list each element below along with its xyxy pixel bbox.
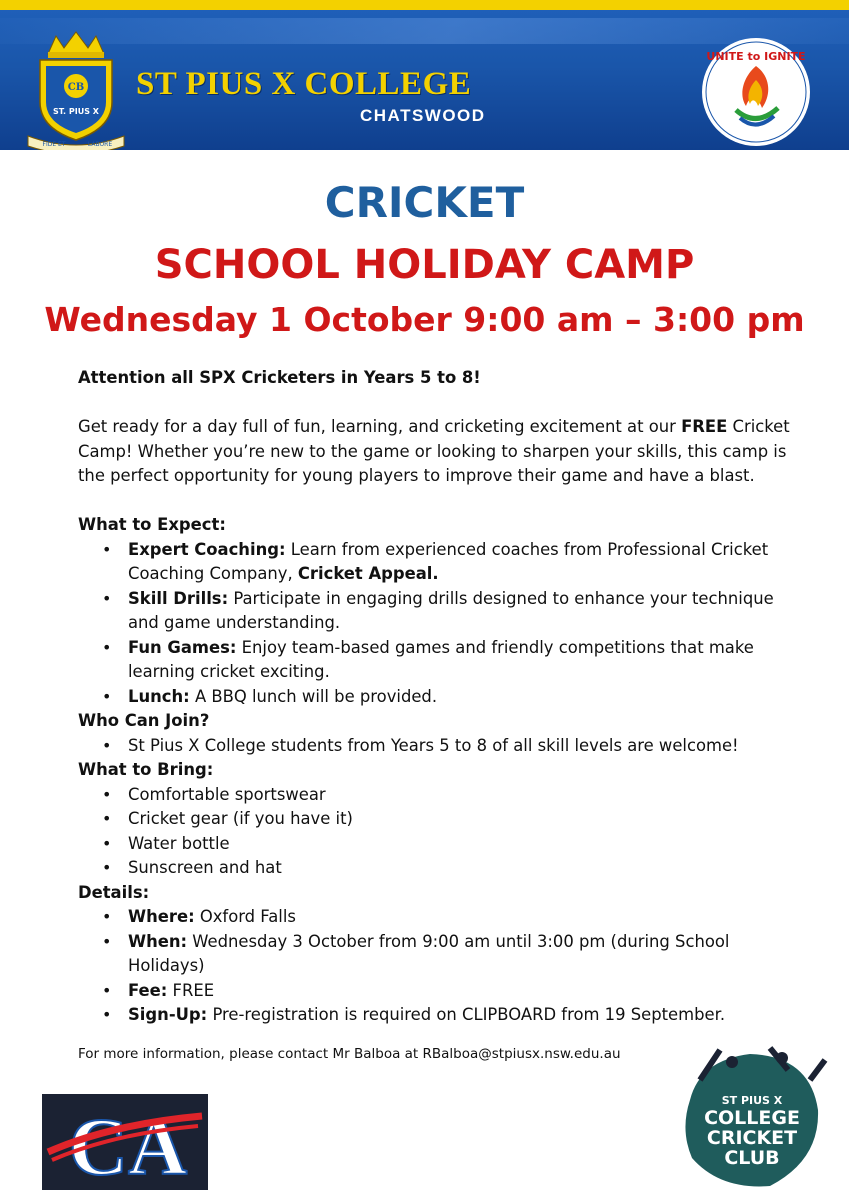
- header-banner: [0, 0, 849, 150]
- list-item: • Where: Oxford Falls: [78, 905, 798, 930]
- bring-list: [78, 783, 798, 881]
- intro-text-start: Get ready for a day full of fun, learning, and cricketing excitement at our: [78, 417, 682, 436]
- list-item: • Lunch: A BBQ lunch will be provided.: [78, 685, 798, 710]
- flyer-body: [78, 366, 798, 1028]
- svg-text:ST. PIUS X: ST. PIUS X: [53, 107, 99, 116]
- svg-text:CA: CA: [68, 1101, 188, 1190]
- bring-heading: What to Bring:: [78, 760, 214, 779]
- title-date-time: Wednesday 1 October 9:00 am – 3:00 pm: [44, 300, 805, 339]
- list-item: • Sunscreen and hat: [78, 856, 798, 881]
- expect-list: [78, 538, 798, 710]
- svg-text:CB: CB: [67, 82, 85, 93]
- college-crest-logo: [26, 28, 126, 150]
- details-list: [78, 905, 798, 1028]
- cricket-appeal-logo: [42, 1094, 208, 1190]
- title-cricket: CRICKET: [324, 178, 525, 227]
- join-list: [78, 734, 798, 759]
- svg-text:LABORE: LABORE: [87, 141, 113, 148]
- list-item: • Expert Coaching: Learn from experienced coaches from Professional Cricket Coaching Company, Cricket Appeal.: [78, 538, 798, 587]
- unite-to-ignite-logo: [700, 36, 812, 148]
- list-item: • Sign-Up: Pre-registration is required on CLIPBOARD from 19 September.: [78, 1003, 798, 1028]
- list-item: • Comfortable sportswear: [78, 783, 798, 808]
- college-name: ST PIUS X COLLEGE: [136, 66, 472, 102]
- contact-line: For more information, please contact Mr Balboa at RBalboa@stpiusx.nsw.edu.au: [78, 1046, 621, 1062]
- expect-heading: What to Expect:: [78, 515, 226, 534]
- list-item: • St Pius X College students from Years 5 to 8 of all skill levels are welcome!: [78, 734, 798, 759]
- join-heading: Who Can Join?: [78, 711, 210, 730]
- svg-text:COLLEGE: COLLEGE: [704, 1107, 800, 1129]
- list-item: • Water bottle: [78, 832, 798, 857]
- svg-text:CRICKET: CRICKET: [706, 1127, 798, 1149]
- svg-text:UNITE to IGNITE: UNITE to IGNITE: [706, 50, 806, 63]
- college-cricket-club-logo: [670, 1040, 830, 1196]
- list-item: • Fun Games: Enjoy team-based games and friendly competitions that make learning cricket exciting.: [78, 636, 798, 685]
- attention-line: Attention all SPX Cricketers in Years 5 to 8!: [78, 368, 481, 387]
- list-item: • Skill Drills: Participate in engaging drills designed to enhance your technique and game understanding.: [78, 587, 798, 636]
- svg-text:ST PIUS X: ST PIUS X: [721, 1094, 783, 1107]
- title-holiday-camp: SCHOOL HOLIDAY CAMP: [154, 242, 695, 288]
- svg-text:CLUB: CLUB: [724, 1147, 780, 1169]
- list-item: • When: Wednesday 3 October from 9:00 am until 3:00 pm (during School Holidays): [78, 930, 798, 979]
- list-item: • Fee: FREE: [78, 979, 798, 1004]
- college-campus: CHATSWOOD: [360, 106, 486, 125]
- intro-free-bold: FREE: [681, 417, 728, 436]
- intro-text-end: Cricket Camp! Whether you’re new to the game or looking to sharpen your skills, this camp is the perfect opportunity for young players to improve their game and have a blast.: [78, 417, 790, 485]
- intro-paragraph: [78, 415, 798, 489]
- details-heading: Details:: [78, 882, 150, 902]
- svg-text:FIDE ET: FIDE ET: [42, 141, 66, 148]
- list-item: • Cricket gear (if you have it): [78, 807, 798, 832]
